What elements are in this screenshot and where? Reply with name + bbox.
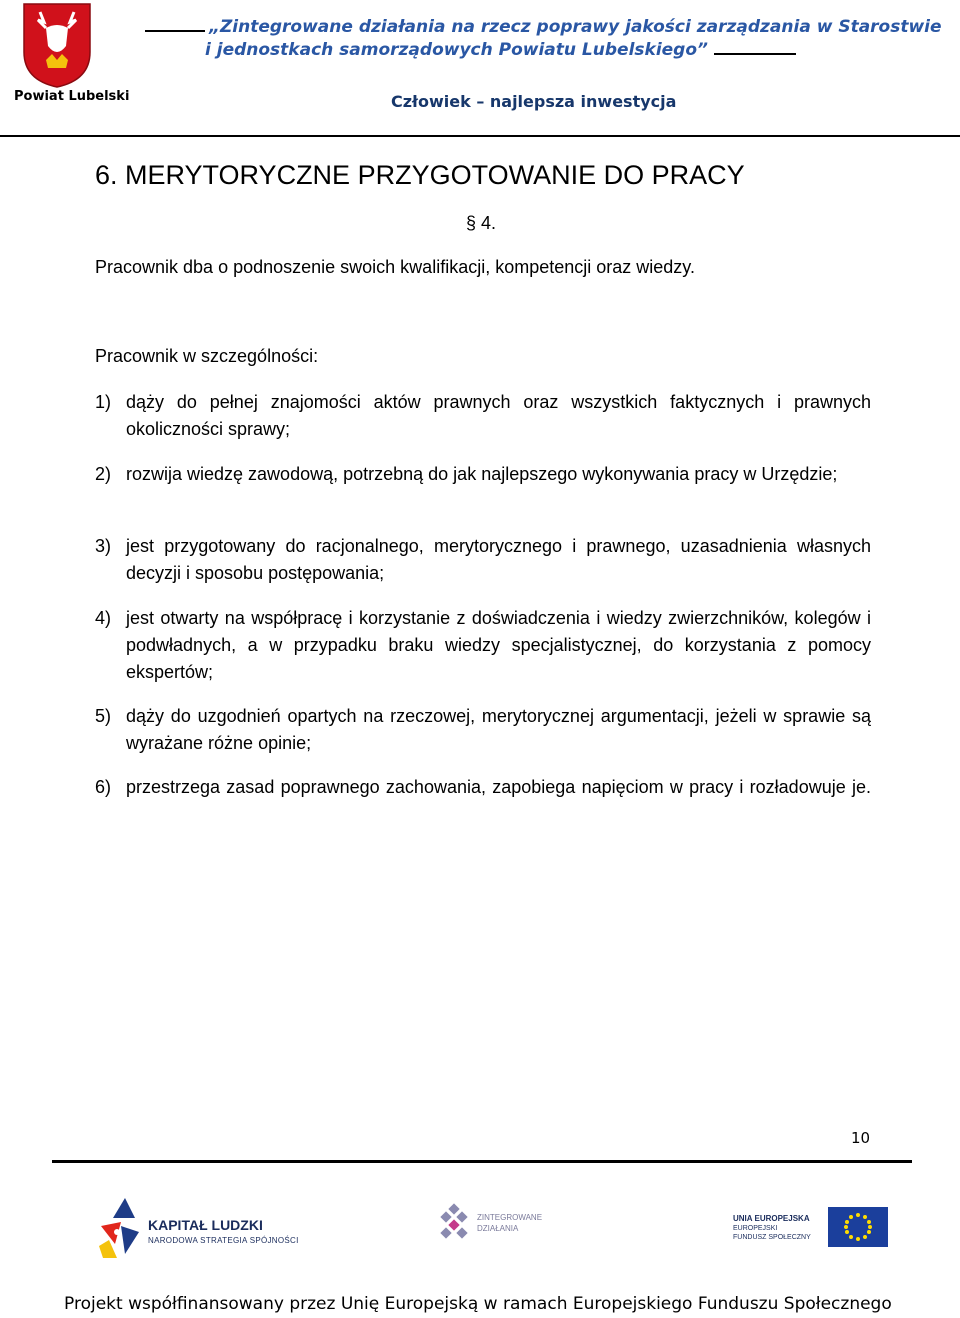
list-item-text: dąży do uzgodnień opartych na rzeczowej, merytorycznej argumentacji, jeżeli w sprawie są wyrażane różne opinie;: [126, 706, 871, 753]
project-title-line-2: i jednostkach samorządowych Powiatu Lubelskiego”: [205, 40, 796, 60]
list-item: [95, 389, 871, 443]
list-item-number: 3): [95, 536, 112, 556]
paragraph-label: § 4.: [466, 213, 497, 233]
intro-paragraph-2: Pracownik w szczególności:: [95, 346, 319, 366]
list-item: [95, 703, 871, 757]
list-item-number: 4): [95, 608, 112, 628]
kapital-ludzki-subtitle: NARODOWA STRATEGIA SPÓJNOŚCI: [148, 1236, 299, 1245]
list-item-text: jest otwarty na współpracę i korzystanie z doświadczenia i wiedzy zwierzchników, kolegów i podwładnych, a w przypadku braku wiedzy specjalistycznej, do korzystania z pomocy ekspertów;: [126, 608, 871, 682]
zintegrowane-label: ZINTEGROWANE: [477, 1213, 543, 1222]
list-item-text: jest przygotowany do racjonalnego, merytorycznego i prawnego, uzasadnienia własnych decyzji i sposobu postępowania;: [126, 536, 871, 583]
cofunding-note: Projekt współfinansowany przez Unię Europejską w ramach Europejskiego Funduszu Społecznego: [64, 1294, 892, 1314]
county-coat-of-arms-logo: [22, 2, 92, 88]
list-item: [95, 461, 871, 488]
list-item: [95, 605, 871, 686]
section-heading: 6. MERYTORYCZNE PRZYGOTOWANIE DO PRACY: [95, 160, 745, 190]
list-item-text: dąży do pełnej znajomości aktów prawnych oraz wszystkich faktycznych i prawnych okoliczności sprawy;: [126, 392, 871, 439]
list-item: [95, 533, 871, 587]
list-item-number: 5): [95, 706, 112, 726]
efs-label-line-2: FUNDUSZ SPOŁECZNY: [733, 1234, 811, 1241]
project-title-line-1: „Zintegrowane działania na rzecz poprawy jakości zarządzania w Starostwie: [145, 17, 942, 37]
kapital-ludzki-logo-icon: [95, 1196, 141, 1260]
list-item-text: przestrzega zasad poprawnego zachowania, zapobiega napięciom w pracy i rozładowuje je.: [126, 777, 871, 797]
efs-label-line-1: EUROPEJSKI: [733, 1225, 778, 1232]
list-item: [95, 774, 871, 801]
page-number: 10: [851, 1129, 871, 1147]
title-underline-left: [145, 30, 205, 32]
zintegrowane-dzialania-logo-icon: [436, 1203, 472, 1243]
title-underline-right: [714, 53, 796, 55]
list-item-text: rozwija wiedzę zawodową, potrzebną do jak najlepszego wykonywania pracy w Urzędzie;: [126, 464, 838, 484]
county-name: Powiat Lubelski: [14, 89, 130, 104]
header-divider: [0, 135, 960, 137]
kapital-ludzki-title: KAPITAŁ LUDZKI: [148, 1217, 263, 1233]
footer-divider: [52, 1160, 912, 1163]
eu-flag-icon: [828, 1207, 888, 1247]
dzialania-label: DZIAŁANIA: [477, 1224, 519, 1233]
list-item-number: 6): [95, 777, 112, 797]
project-tagline: Człowiek – najlepsza inwestycja: [391, 92, 677, 111]
list-item-number: 2): [95, 464, 112, 484]
list-item-number: 1): [95, 392, 112, 412]
eu-label: UNIA EUROPEJSKA: [733, 1214, 810, 1223]
intro-paragraph-1: Pracownik dba o podnoszenie swoich kwalifikacji, kompetencji oraz wiedzy.: [95, 257, 695, 277]
